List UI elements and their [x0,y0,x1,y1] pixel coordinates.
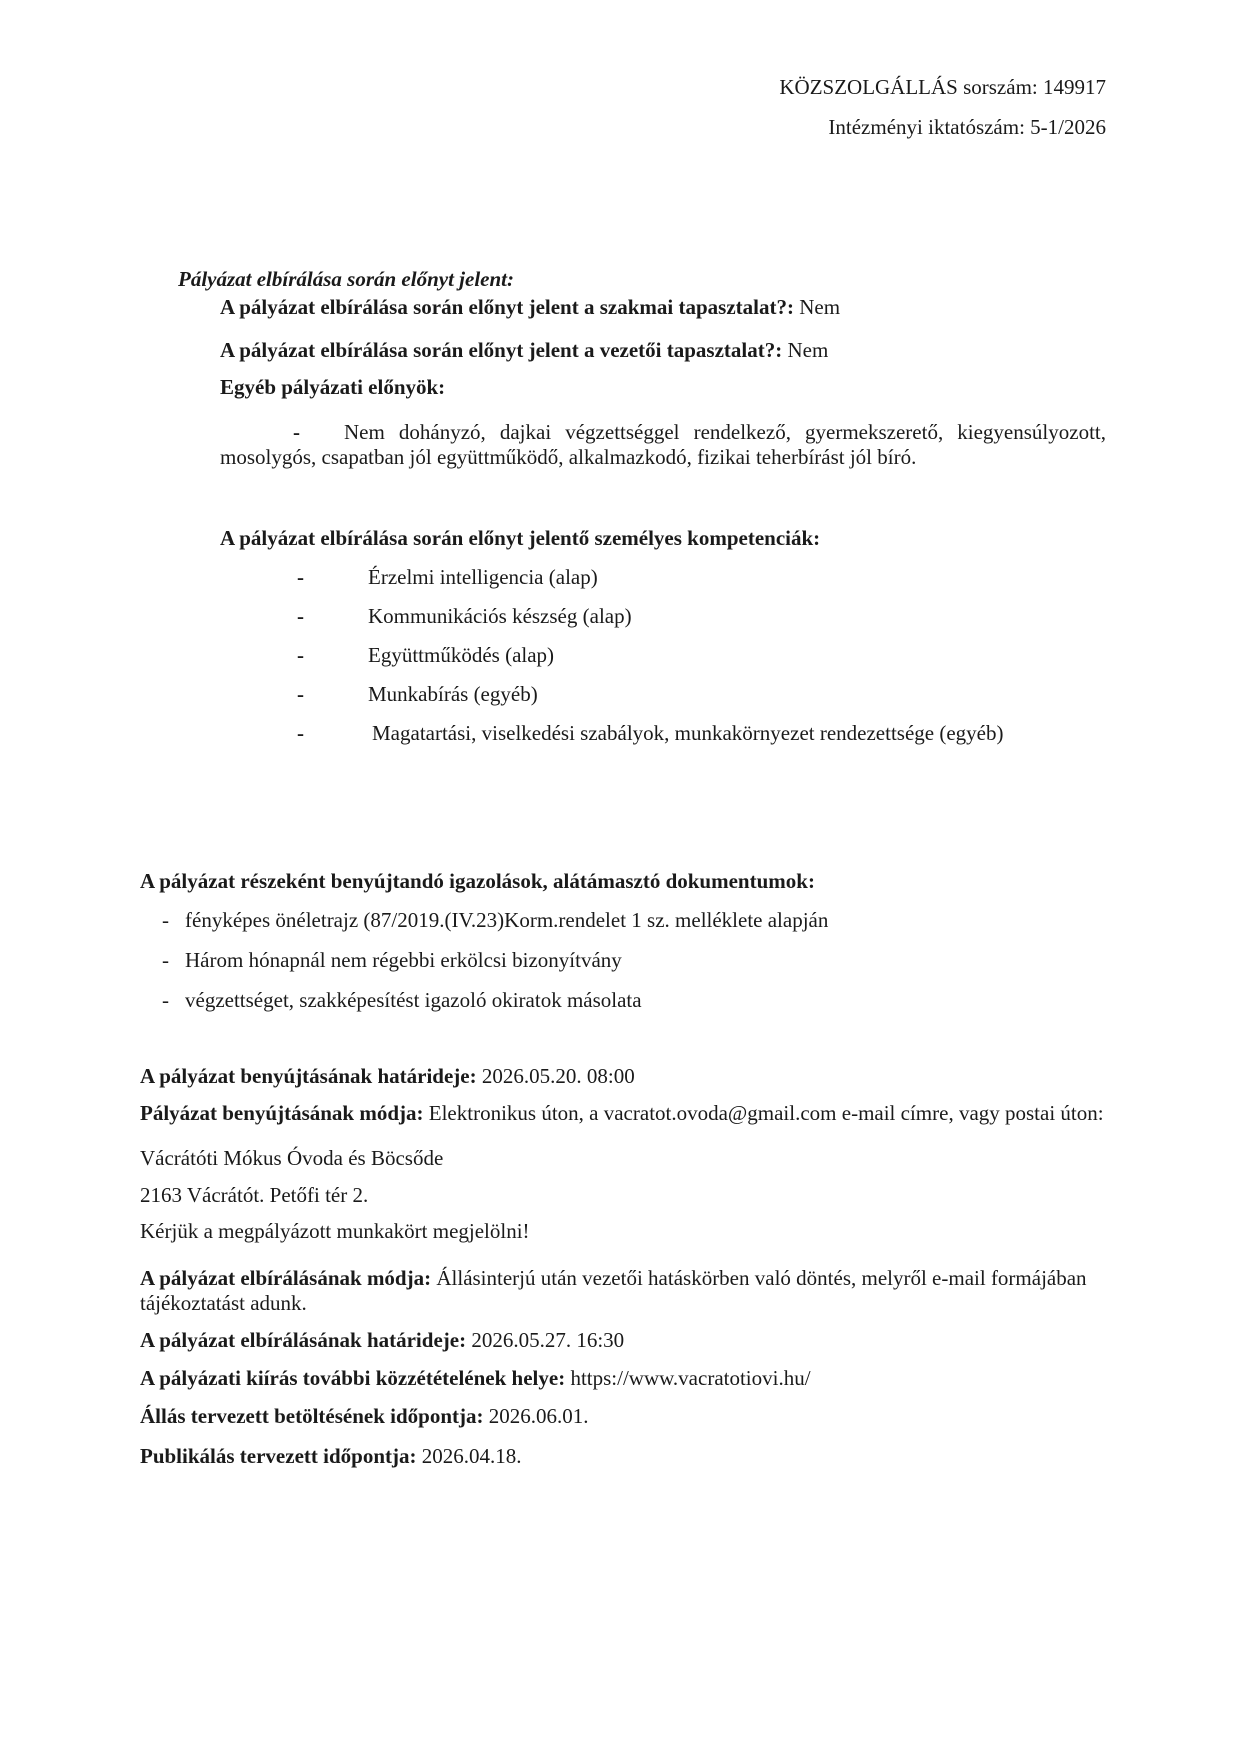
document-item [162,908,1106,933]
question-label: A pályázat elbírálása során előnyt jelent a szakmai tapasztalat?: [220,295,794,319]
detail-value: 2026.06.01. [488,1404,589,1428]
bullet-dash: - [293,420,300,444]
publication-place-line [140,1366,1106,1391]
question-label: A pályázat elbírálása során előnyt jelent a vezetői tapasztalat?: [220,338,783,362]
bullet-dash: - [297,565,304,589]
bullet-dash: - [297,643,304,667]
evaluation-deadline-line [140,1328,1106,1353]
leadership-experience-question [220,338,1106,363]
bullet-dash: - [297,682,304,706]
detail-label: A pályázat elbírálásának módja: [140,1266,432,1290]
detail-value: Elektronikus úton, a vacratot.ovoda@gmail.com e-mail címre, vagy postai úton: [428,1101,1104,1125]
list-item-text: Nem dohányzó, dajkai végzettséggel rendelkező, gyermekszerető, kiegyensúlyozott, mosolygós, csapatban jól együttműködő, alkalmazkodó, fizikai teherbírást jól bíró. [220,420,1106,469]
detail-value: 2026.05.20. 08:00 [481,1064,635,1088]
list-item-text: végzettséget, szakképesítést igazoló okiratok másolata [185,988,642,1012]
submission-method-line [140,1101,1106,1126]
postal-address-line: 2163 Vácrátót. Petőfi tér 2. [140,1183,369,1207]
detail-label: A pályázat benyújtásának határideje: [140,1064,477,1088]
detail-label: A pályázati kiírás további közzétételének helye: [140,1366,566,1390]
detail-value: https://www.vacratotiovi.hu/ [570,1366,811,1390]
other-advantages-text [220,420,1106,470]
application-note-line: Kérjük a megpályázott munkakört megjelölni! [140,1219,530,1243]
list-item-text: Kommunikációs készség (alap) [368,604,632,628]
detail-label: Állás tervezett betöltésének időpontja: [140,1404,484,1428]
detail-label: Pályázat benyújtásának módja: [140,1101,424,1125]
evaluation-method-line [140,1266,1106,1316]
submission-deadline-line [140,1064,1106,1089]
competency-item-long [218,721,1106,746]
competencies-title: A pályázat elbírálása során előnyt jelentő személyes kompetenciák: [220,526,821,550]
serial-number-line: KÖZSZOLGÁLLÁS sorszám: 149917 [779,75,1106,99]
detail-value: Állásinterjú után vezetői hatáskörben való döntés, melyről e-mail formájában tájékoztatást adunk. [140,1266,1087,1315]
bullet-dash: - [297,604,304,628]
competency-item [297,643,1106,668]
detail-label: A pályázat elbírálásának határideje: [140,1328,467,1352]
competency-item [297,682,1106,707]
advantages-title: Pályázat elbírálása során előnyt jelent: [178,267,514,291]
registry-number-line: Intézményi iktatószám: 5-1/2026 [828,115,1106,139]
document-header [140,75,1106,140]
list-item-text: Magatartási, viselkedési szabályok, munkakörnyezet rendezettsége (egyéb) [372,721,1004,745]
bullet-dash: - [162,908,169,932]
bullet-dash: - [297,721,304,745]
position-start-date-line [140,1404,1106,1429]
list-item-text: Érzelmi intelligencia (alap) [368,565,598,589]
other-advantages-title: Egyéb pályázati előnyök: [220,375,446,399]
detail-value: 2026.04.18. [421,1444,522,1468]
competency-item [297,565,1106,590]
competency-item [297,604,1106,629]
question-value: Nem [799,295,841,319]
list-item-text: Együttműködés (alap) [368,643,555,667]
documents-title: A pályázat részeként benyújtandó igazolások, alátámasztó dokumentumok: [140,869,815,893]
detail-label: Publikálás tervezett időpontja: [140,1444,417,1468]
list-item-text: Munkabírás (egyéb) [368,682,538,706]
bullet-dash: - [162,988,169,1012]
detail-value: 2026.05.27. 16:30 [471,1328,625,1352]
bullet-dash: - [162,948,169,972]
list-item-text: Három hónapnál nem régebbi erkölcsi bizonyítvány [185,948,622,972]
publish-date-line [140,1444,1106,1469]
document-item [162,988,1106,1013]
document-item [162,948,1106,973]
question-value: Nem [787,338,829,362]
postal-recipient-line: Vácrátóti Mókus Óvoda és Böcsőde [140,1146,444,1170]
list-item-text: fényképes önéletrajz (87/2019.(IV.23)Korm.rendelet 1 sz. melléklete alapján [185,908,829,932]
professional-experience-question [220,295,1106,320]
